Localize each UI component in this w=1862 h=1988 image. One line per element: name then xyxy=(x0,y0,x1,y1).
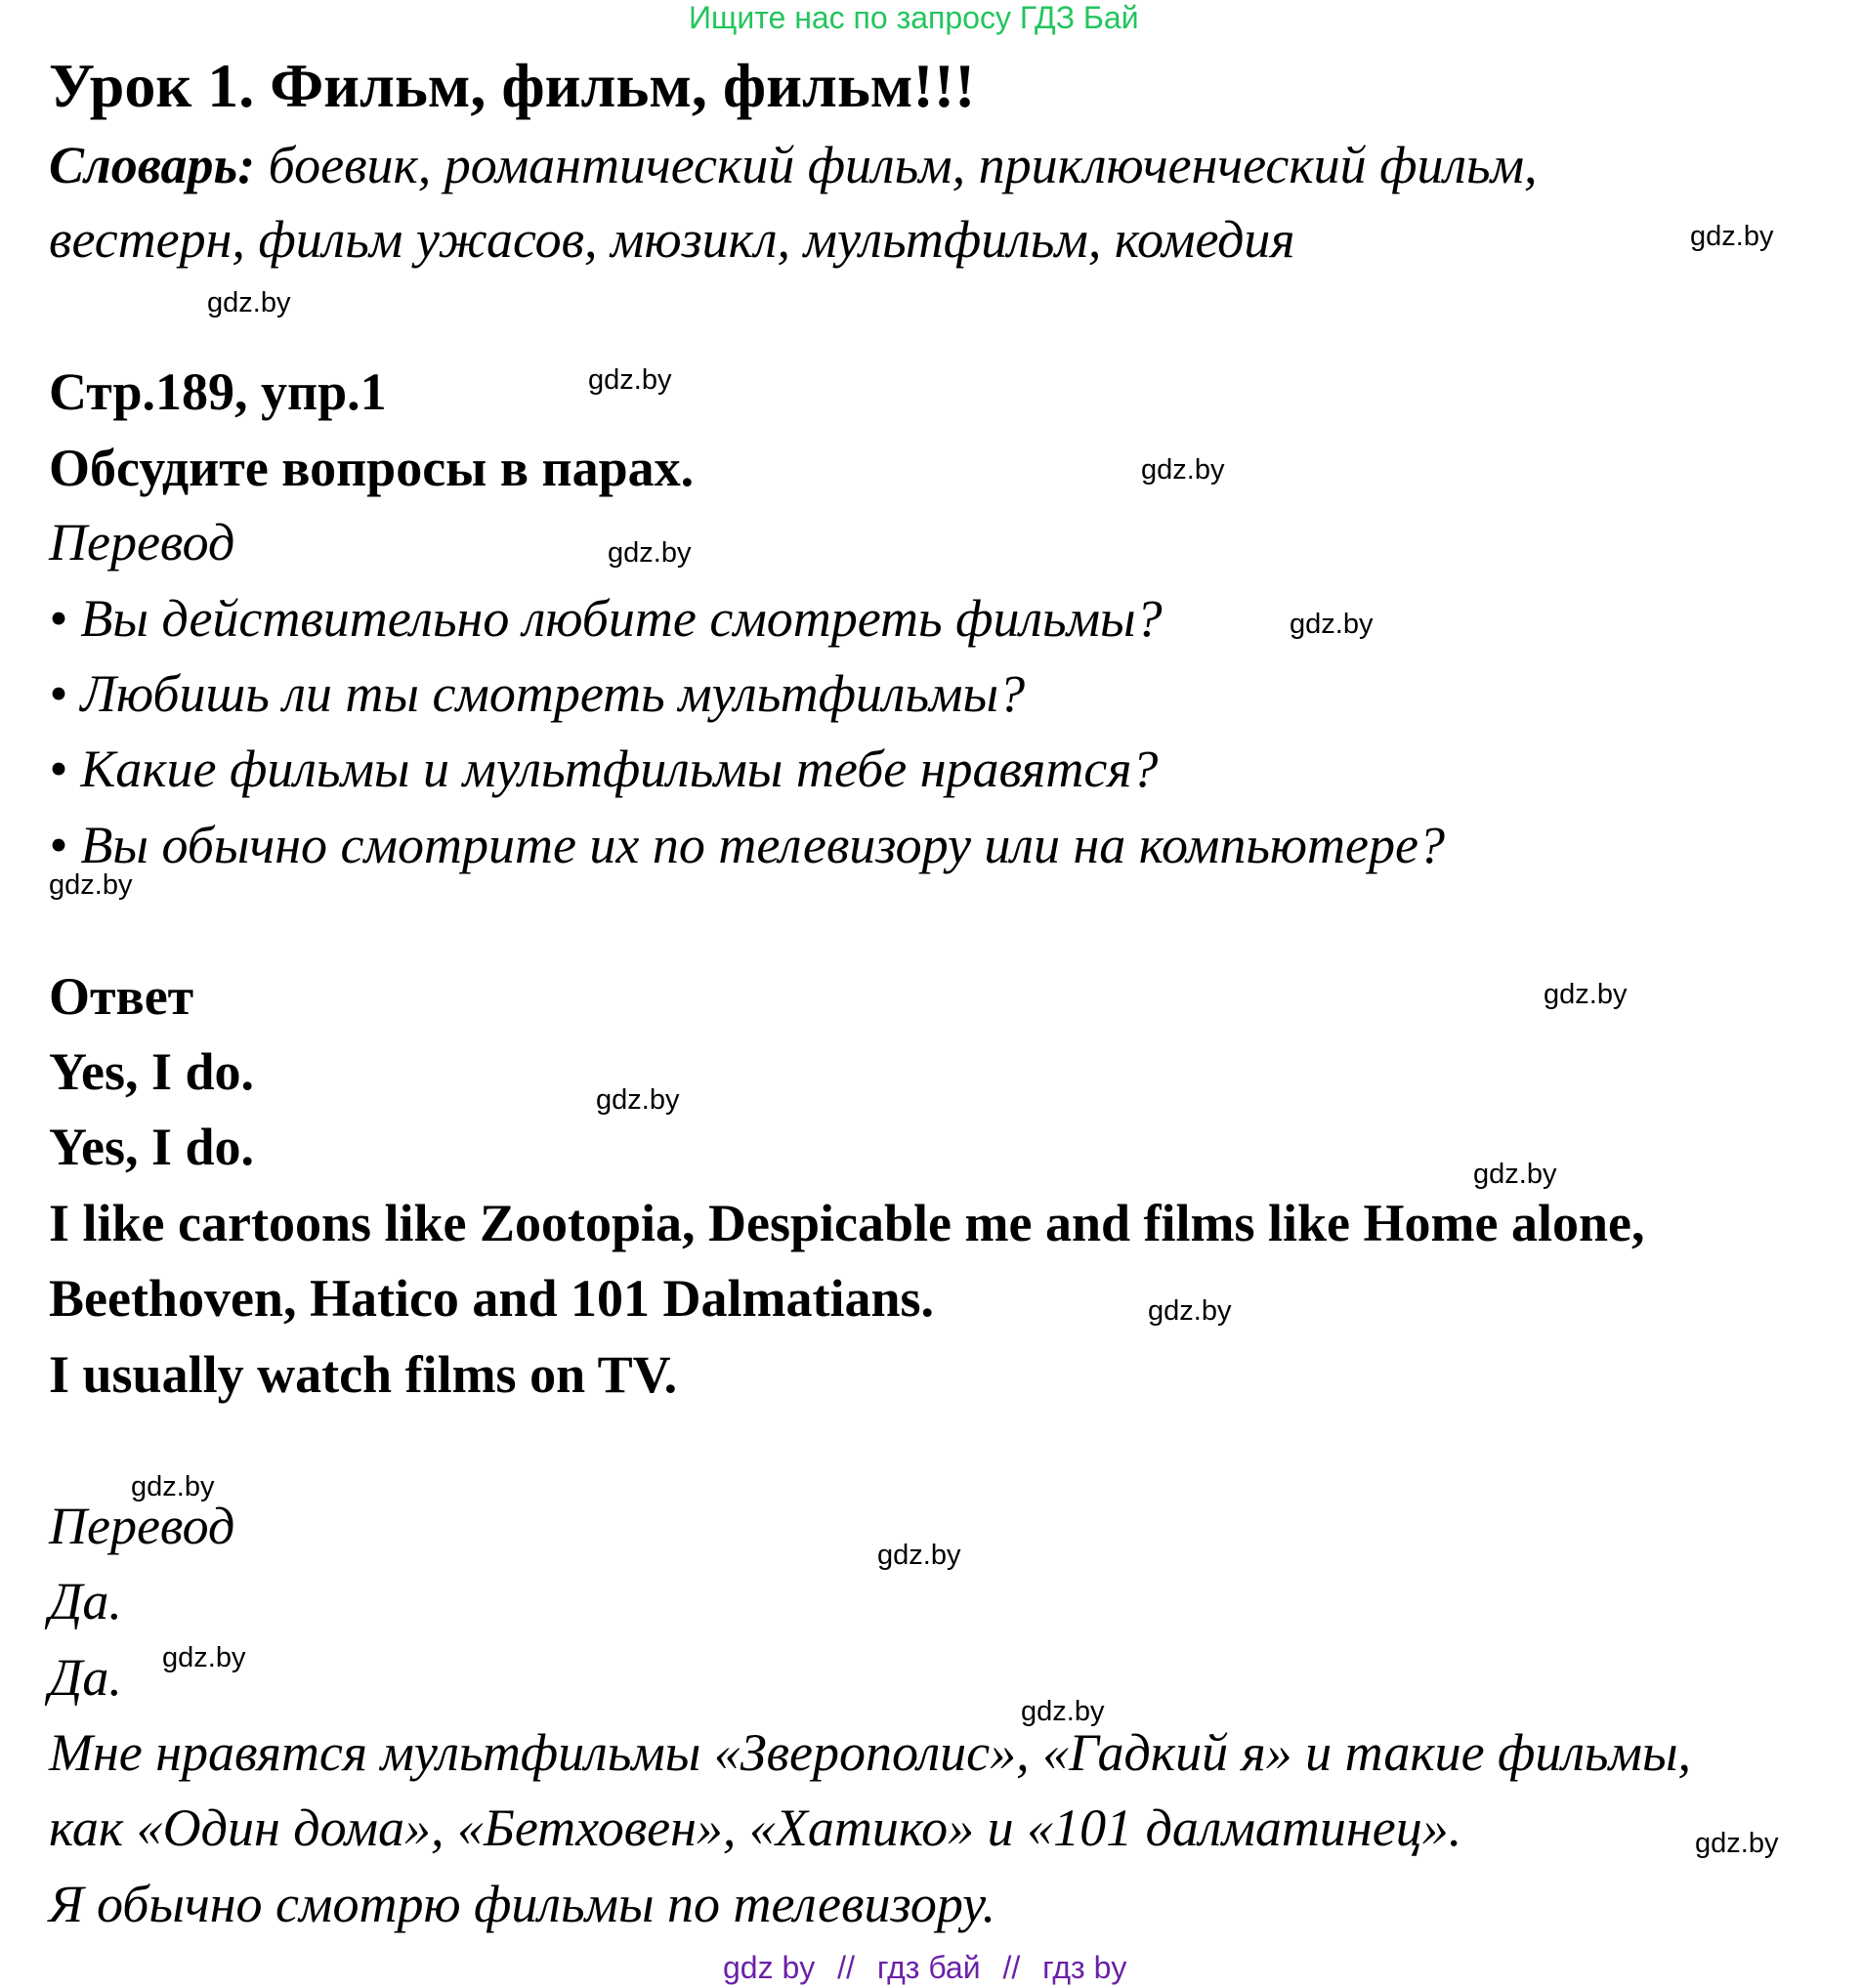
answer-line-2: Yes, I do. xyxy=(49,1118,255,1176)
footer-link-gdz-bai[interactable]: гдз бай xyxy=(876,1950,981,1985)
vocabulary-words-1: боевик, романтический фильм, приключенческий фильм, xyxy=(268,136,1538,194)
watermark: gdz.by xyxy=(608,537,692,569)
answer-translation-line-2: Да. xyxy=(49,1648,122,1707)
footer-separator: // xyxy=(837,1950,855,1985)
answer-translation-line-3: Мне нравятся мультфильмы «Зверополис», «Гадкий я» и такие фильмы, xyxy=(49,1723,1692,1782)
footer-link-gdz-by[interactable]: gdz by xyxy=(723,1950,816,1985)
translation-label: Перевод xyxy=(49,513,235,571)
top-banner[interactable]: Ищите нас по запросу ГДЗ Бай xyxy=(689,0,1139,35)
answer-heading: Ответ xyxy=(49,967,194,1026)
exercise-instruction: Обсудите вопросы в парах. xyxy=(49,439,695,497)
answer-translation-line-1: Да. xyxy=(49,1572,122,1630)
watermark: gdz.by xyxy=(1290,609,1374,640)
watermark: gdz.by xyxy=(877,1540,961,1571)
watermark: gdz.by xyxy=(1544,979,1628,1010)
answer-line-4: Beethoven, Hatico and 101 Dalmatians. xyxy=(49,1269,935,1328)
watermark: gdz.by xyxy=(1695,1828,1779,1859)
question-4: • Вы обычно смотрите их по телевизору или на компьютере? xyxy=(49,816,1445,874)
watermark: gdz.by xyxy=(1148,1295,1232,1327)
exercise-heading: Стр.189, упр.1 xyxy=(49,362,387,421)
answer-translation-line-4: как «Один дома», «Бетховен», «Хатико» и «101 далматинец». xyxy=(49,1798,1462,1857)
watermark: gdz.by xyxy=(207,287,291,318)
watermark: gdz.by xyxy=(588,364,672,396)
question-3: • Какие фильмы и мультфильмы тебе нравятся? xyxy=(49,740,1159,798)
watermark: gdz.by xyxy=(1141,454,1225,486)
watermark: gdz.by xyxy=(49,869,133,901)
footer-links xyxy=(723,1952,1126,1983)
answer-line-1: Yes, I do. xyxy=(49,1042,255,1101)
watermark: gdz.by xyxy=(1021,1696,1105,1727)
answer-line-5: I usually watch films on TV. xyxy=(49,1345,678,1404)
watermark: gdz.by xyxy=(596,1084,680,1116)
question-2: • Любишь ли ты смотреть мультфильмы? xyxy=(49,664,1026,723)
vocabulary-label: Словарь: xyxy=(49,136,256,194)
watermark: gdz.by xyxy=(1690,221,1774,252)
lesson-title: Урок 1. Фильм, фильм, фильм!!! xyxy=(49,51,976,120)
vocabulary-line-2: вестерн, фильм ужасов, мюзикл, мультфильм, комедия xyxy=(49,210,1295,269)
question-1: • Вы действительно любите смотреть фильмы? xyxy=(49,589,1163,648)
footer-link-gdz-by-cyr[interactable]: гдз by xyxy=(1042,1950,1127,1985)
footer-separator: // xyxy=(1002,1950,1021,1985)
answer-translation-line-5: Я обычно смотрю фильмы по телевизору. xyxy=(49,1875,996,1933)
watermark: gdz.by xyxy=(131,1471,215,1502)
vocabulary-line-1 xyxy=(49,136,1538,194)
answer-translation-label: Перевод xyxy=(49,1497,235,1555)
answer-line-3: I like cartoons like Zootopia, Despicable me and films like Home alone, xyxy=(49,1194,1645,1252)
watermark: gdz.by xyxy=(1473,1159,1557,1190)
watermark: gdz.by xyxy=(162,1642,246,1673)
